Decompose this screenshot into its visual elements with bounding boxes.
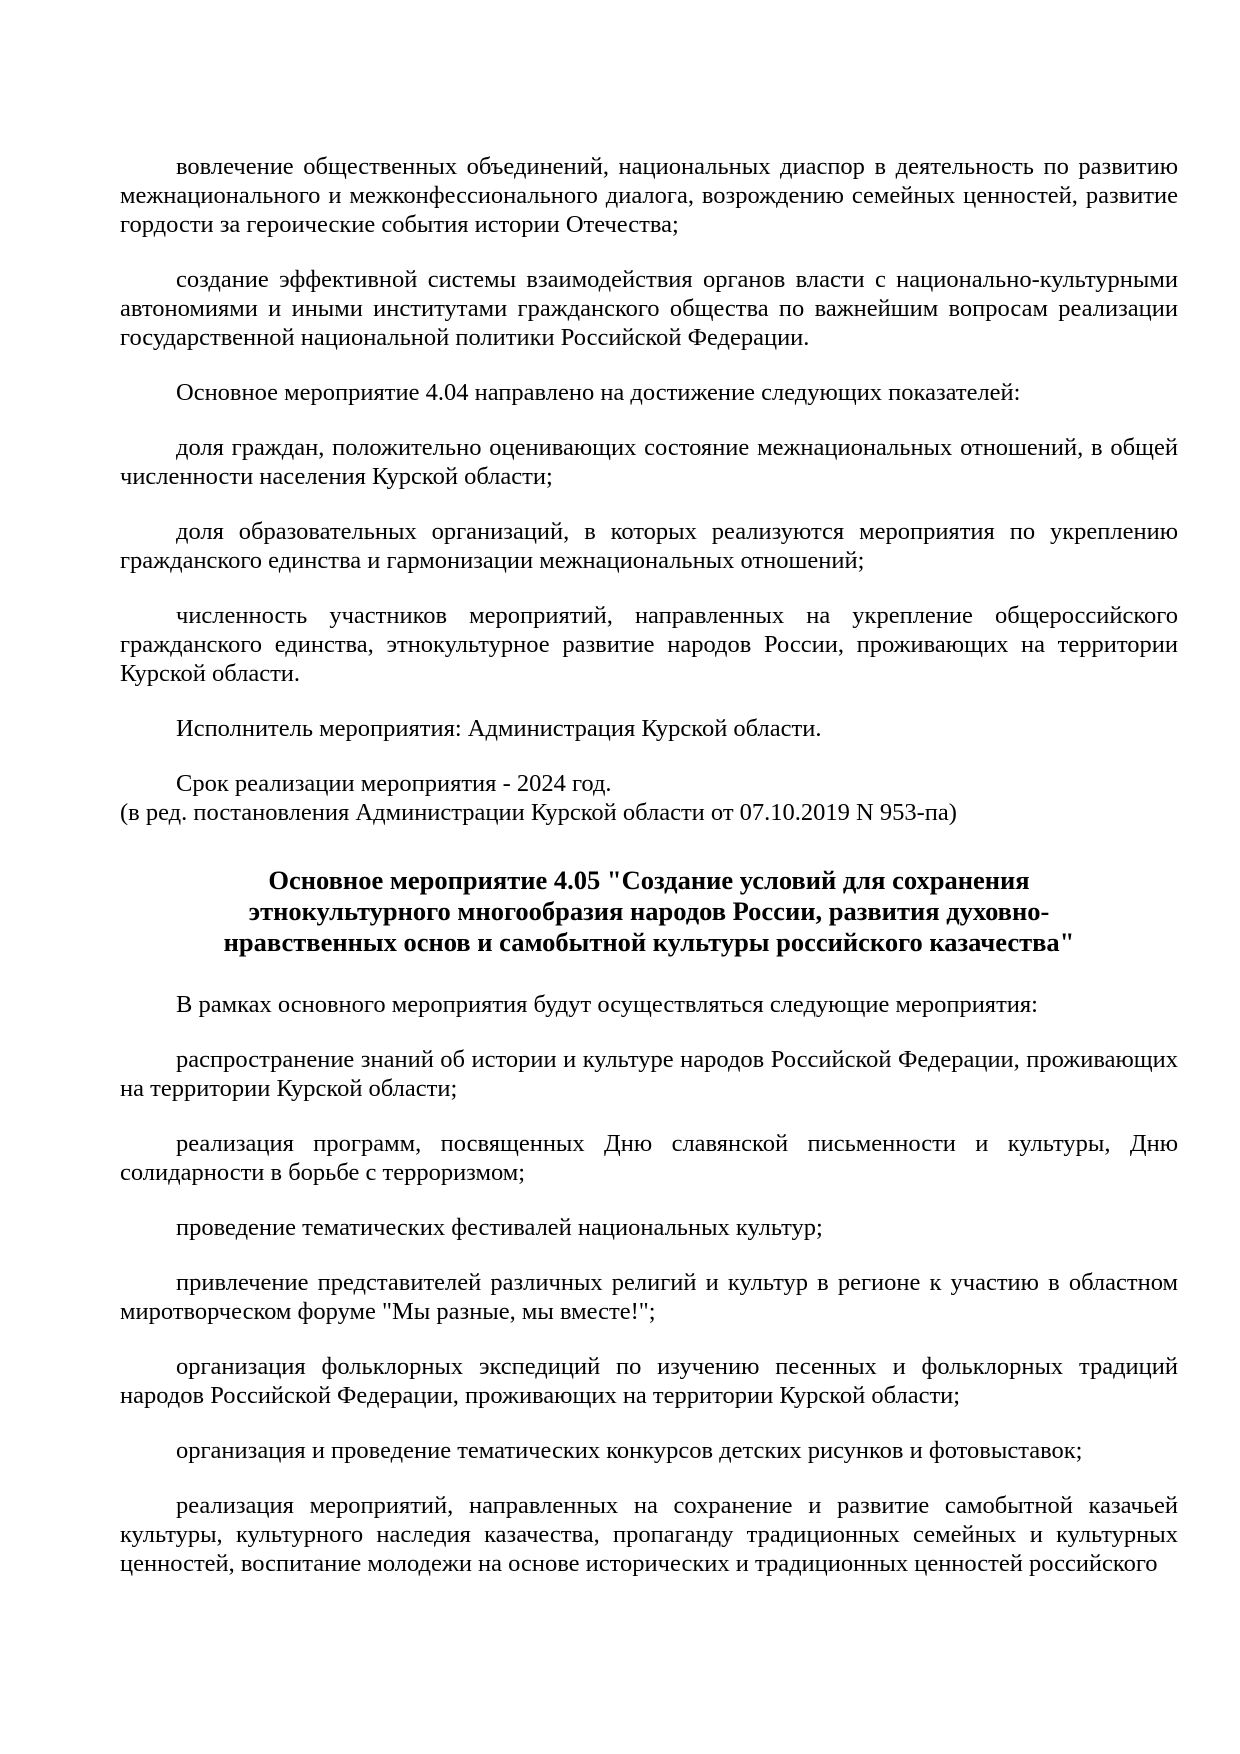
paragraph: привлечение представителей различных религий и культур в регионе к участию в областном миротворческом форуме "Мы разные, мы вместе!";	[120, 1269, 1178, 1325]
paragraph: организация фольклорных экспедиций по изучению песенных и фольклорных традиций народов Российской Федерации, проживающих на территории Курской области;	[120, 1353, 1178, 1409]
paragraph: реализация мероприятий, направленных на сохранение и развитие самобытной казачьей культуры, культурного наследия казачества, пропаганду традиционных семейных и культурных ценностей, воспитание молодежи на основе исторических и традиционных ценностей российского	[120, 1492, 1178, 1577]
paragraph: реализация программ, посвященных Дню славянской письменности и культуры, Дню солидарности в борьбе с терроризмом;	[120, 1130, 1178, 1186]
paragraph: создание эффективной системы взаимодействия органов власти с национально-культурными автономиями и иными институтами гражданского общества по важнейшим вопросам реализации государственной национальной политики Российской Федерации.	[120, 266, 1178, 351]
paragraph: В рамках основного мероприятия будут осуществляться следующие мероприятия:	[176, 991, 1038, 1018]
paragraph: проведение тематических фестивалей национальных культур;	[176, 1214, 823, 1241]
term-paragraph: Срок реализации мероприятия - 2024 год.	[176, 770, 612, 797]
paragraph: вовлечение общественных объединений, национальных диаспор в деятельность по развитию межнационального и межконфессионального диалога, возрождению семейных ценностей, развитие гордости за героические события истории Отечества;	[120, 153, 1178, 238]
paragraph: численность участников мероприятий, направленных на укрепление общероссийского гражданского единства, этнокультурное развитие народов России, проживающих на территории Курской области.	[120, 602, 1178, 687]
paragraph: распространение знаний об истории и культуре народов Российской Федерации, проживающих на территории Курской области;	[120, 1046, 1178, 1102]
section-heading: Основное мероприятие 4.05 "Создание условий для сохранения этнокультурного многообразия народов России, развития духовно-нравственных основ и самобытной культуры российского казачества"	[223, 865, 1075, 957]
paragraph: Исполнитель мероприятия: Администрация Курской области.	[176, 715, 822, 742]
paragraph: Основное мероприятие 4.04 направлено на достижение следующих показателей:	[176, 379, 1021, 406]
paragraph: организация и проведение тематических конкурсов детских рисунков и фотовыставок;	[176, 1437, 1083, 1464]
amendment-note: (в ред. постановления Администрации Курской области от 07.10.2019 N 953-па)	[120, 799, 957, 826]
paragraph: доля образовательных организаций, в которых реализуются мероприятия по укреплению гражданского единства и гармонизации межнациональных отношений;	[120, 518, 1178, 574]
document-page	[120, 152, 1178, 1604]
paragraph: доля граждан, положительно оценивающих состояние межнациональных отношений, в общей численности населения Курской области;	[120, 434, 1178, 490]
